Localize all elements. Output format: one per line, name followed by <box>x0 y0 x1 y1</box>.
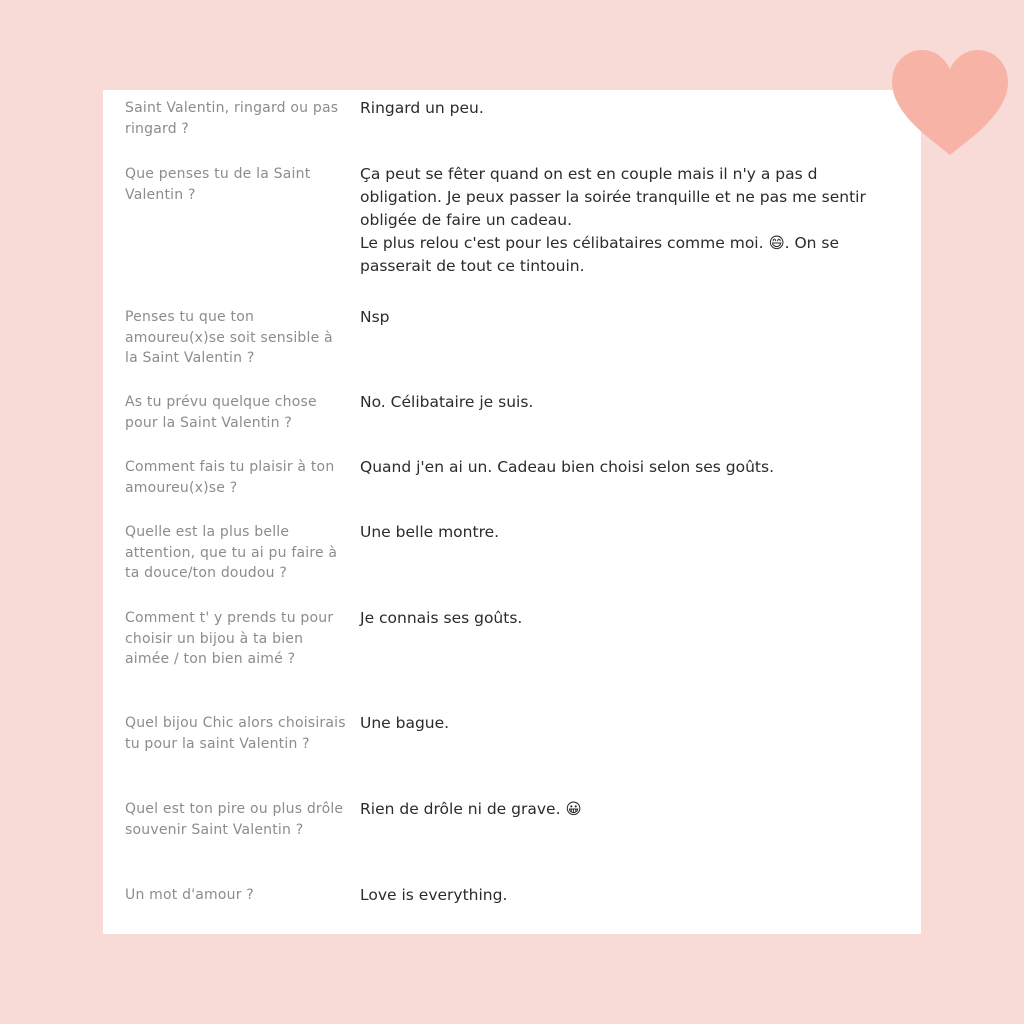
answer-text: Une belle montre. <box>360 523 500 541</box>
answer-text: Nsp <box>360 308 390 326</box>
question-text: Penses tu que ton amoureu(x)se soit sensible à la Saint Valentin ? <box>125 309 333 366</box>
answer-text: Quand j'en ai un. Cadeau bien choisi selon ses goûts. <box>360 458 775 476</box>
heart-shape <box>892 50 1008 155</box>
qa-card <box>103 90 921 934</box>
answer-text: No. Célibataire je suis. <box>360 393 534 411</box>
answer-text: Rien de drôle ni de grave. 😀 <box>360 800 582 818</box>
question-text: As tu prévu quelque chose pour la Saint Valentin ? <box>125 394 317 431</box>
question-text: Comment t' y prends tu pour choisir un bijou à ta bien aimée / ton bien aimé ? <box>125 610 334 667</box>
question-text: Comment fais tu plaisir à ton amoureu(x)se ? <box>125 459 335 496</box>
heart-icon <box>890 48 1010 158</box>
question-text: Un mot d'amour ? <box>125 887 254 903</box>
answer-text: Une bague. <box>360 714 450 732</box>
answer-text: Ça peut se fêter quand on est en couple mais il n'y a pas d obligation. Je peux passer la soirée tranquille et ne pas me sentir obligée de faire un cadeau. Le plus relou c'est pour les célibataires comme moi. 😄. On se passerait de tout ce tintouin. <box>360 165 866 275</box>
answer-text: Love is everything. <box>360 886 508 904</box>
question-text: Quel bijou Chic alors choisirais tu pour la saint Valentin ? <box>125 715 346 752</box>
question-text: Saint Valentin, ringard ou pas ringard ? <box>125 100 339 137</box>
answer-text: Je connais ses goûts. <box>360 609 523 627</box>
question-text: Que penses tu de la Saint Valentin ? <box>125 166 311 203</box>
answer-text: Ringard un peu. <box>360 99 484 117</box>
question-text: Quel est ton pire ou plus drôle souvenir Saint Valentin ? <box>125 801 344 838</box>
question-text: Quelle est la plus belle attention, que tu ai pu faire à ta douce/ton doudou ? <box>125 524 338 581</box>
